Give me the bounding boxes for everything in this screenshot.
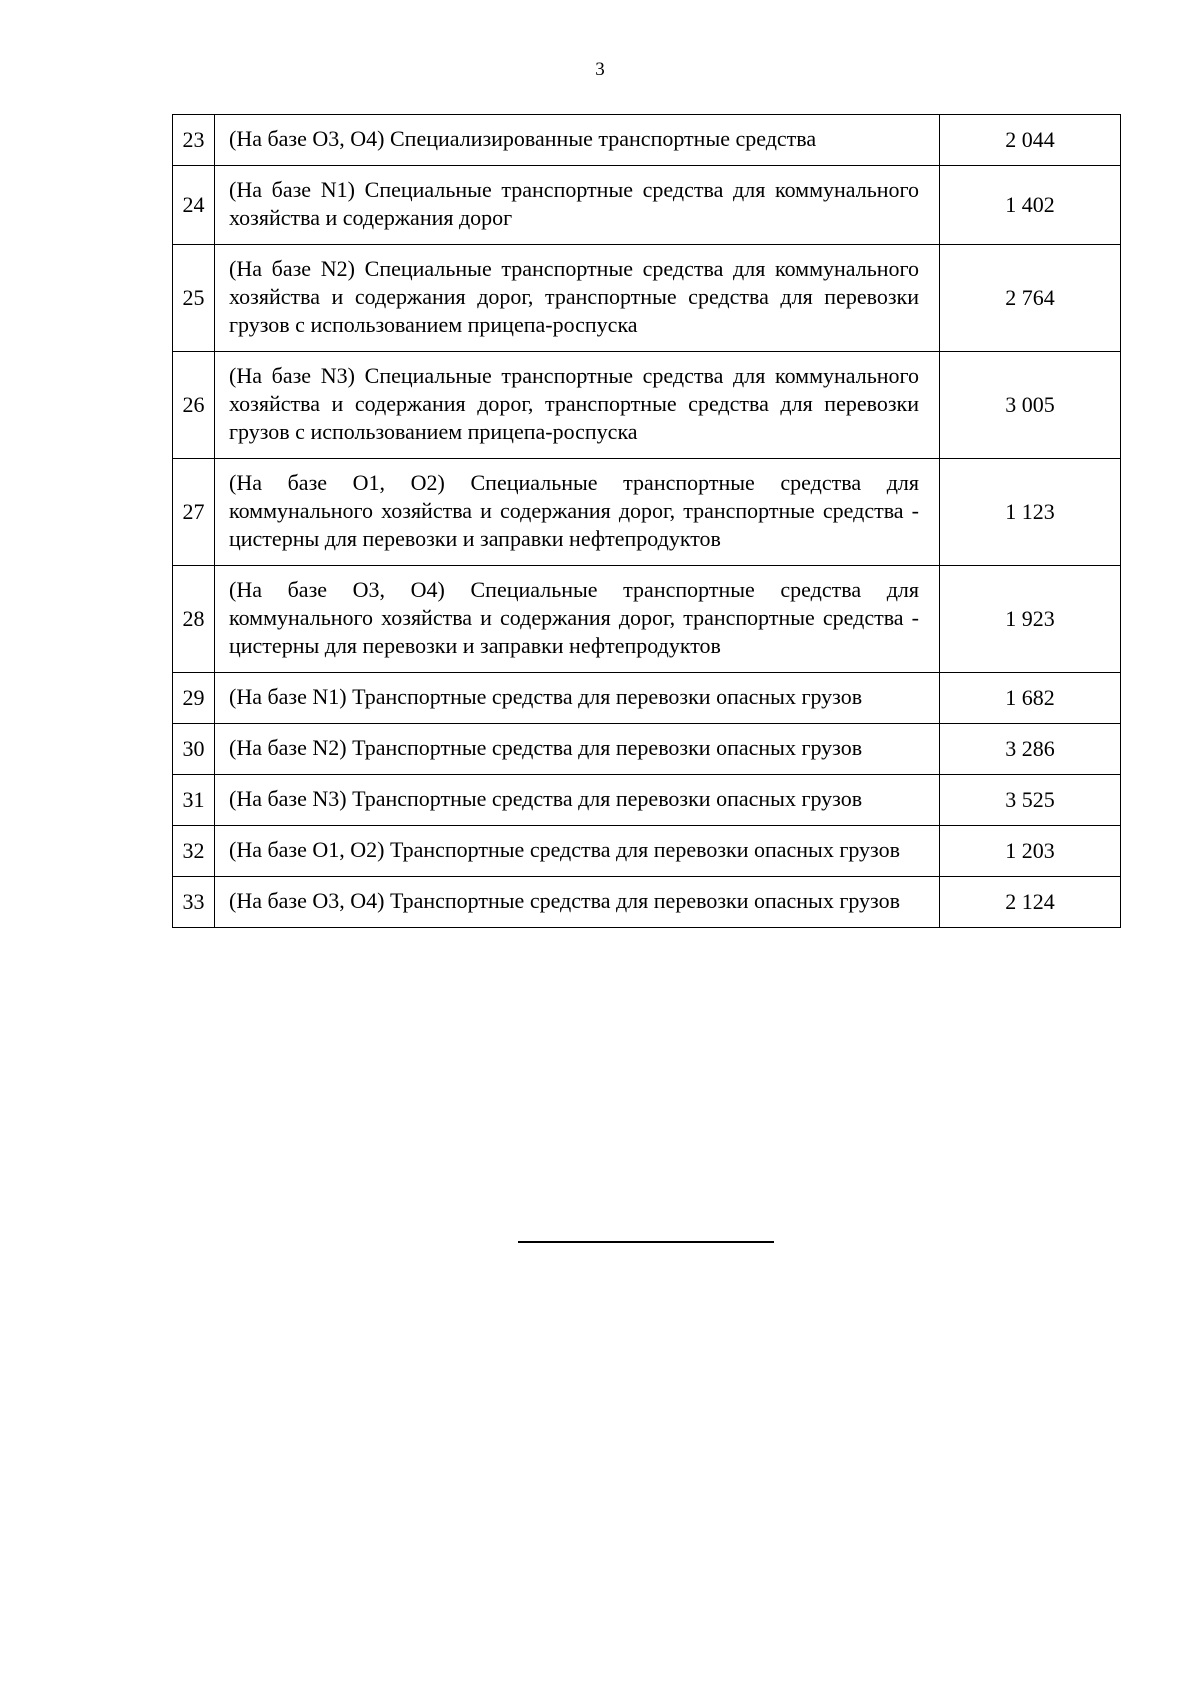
closing-divider [518,1241,774,1243]
row-description: (На базе O1, O2) Специальные транспортные средства для коммунального хозяйства и содержания дорог, транспортные средства - цистерны для перевозки и заправки нефтепродуктов [215,459,940,566]
row-number: 29 [173,673,215,724]
row-description: (На базе N3) Транспортные средства для перевозки опасных грузов [215,775,940,826]
row-description: (На базе N2) Транспортные средства для перевозки опасных грузов [215,724,940,775]
row-number: 27 [173,459,215,566]
table-row [173,566,1121,673]
row-value: 2 764 [940,245,1121,352]
table-row [173,115,1121,166]
vehicle-category-table [172,114,1121,928]
row-number: 23 [173,115,215,166]
row-description: (На базе N2) Специальные транспортные средства для коммунального хозяйства и содержания дорог, транспортные средства для перевозки грузов с использованием прицепа-роспуска [215,245,940,352]
row-value: 2 044 [940,115,1121,166]
row-description: (На базе O1, O2) Транспортные средства для перевозки опасных грузов [215,826,940,877]
table-row [173,877,1121,928]
row-number: 26 [173,352,215,459]
row-description: (На базе O3, O4) Специализированные транспортные средства [215,115,940,166]
row-value: 1 923 [940,566,1121,673]
table-row [173,673,1121,724]
row-number: 33 [173,877,215,928]
row-value: 3 286 [940,724,1121,775]
row-description: (На базе O3, O4) Специальные транспортные средства для коммунального хозяйства и содержания дорог, транспортные средства - цистерны для перевозки и заправки нефтепродуктов [215,566,940,673]
row-value: 1 682 [940,673,1121,724]
row-number: 30 [173,724,215,775]
row-value: 3 005 [940,352,1121,459]
page-number: 3 [595,59,605,80]
row-description: (На базе N3) Специальные транспортные средства для коммунального хозяйства и содержания дорог, транспортные средства для перевозки грузов с использованием прицепа-роспуска [215,352,940,459]
table-row [173,459,1121,566]
row-value: 3 525 [940,775,1121,826]
table-row [173,775,1121,826]
table-row [173,352,1121,459]
row-value: 2 124 [940,877,1121,928]
row-value: 1 123 [940,459,1121,566]
row-number: 31 [173,775,215,826]
row-number: 32 [173,826,215,877]
row-description: (На базе N1) Специальные транспортные средства для коммунального хозяйства и содержания дорог [215,166,940,245]
row-number: 25 [173,245,215,352]
row-value: 1 203 [940,826,1121,877]
table-body [173,115,1121,928]
table-row [173,826,1121,877]
row-description: (На базе O3, O4) Транспортные средства для перевозки опасных грузов [215,877,940,928]
row-value: 1 402 [940,166,1121,245]
table-row [173,724,1121,775]
row-number: 28 [173,566,215,673]
table-row [173,245,1121,352]
table-row [173,166,1121,245]
row-number: 24 [173,166,215,245]
row-description: (На базе N1) Транспортные средства для перевозки опасных грузов [215,673,940,724]
